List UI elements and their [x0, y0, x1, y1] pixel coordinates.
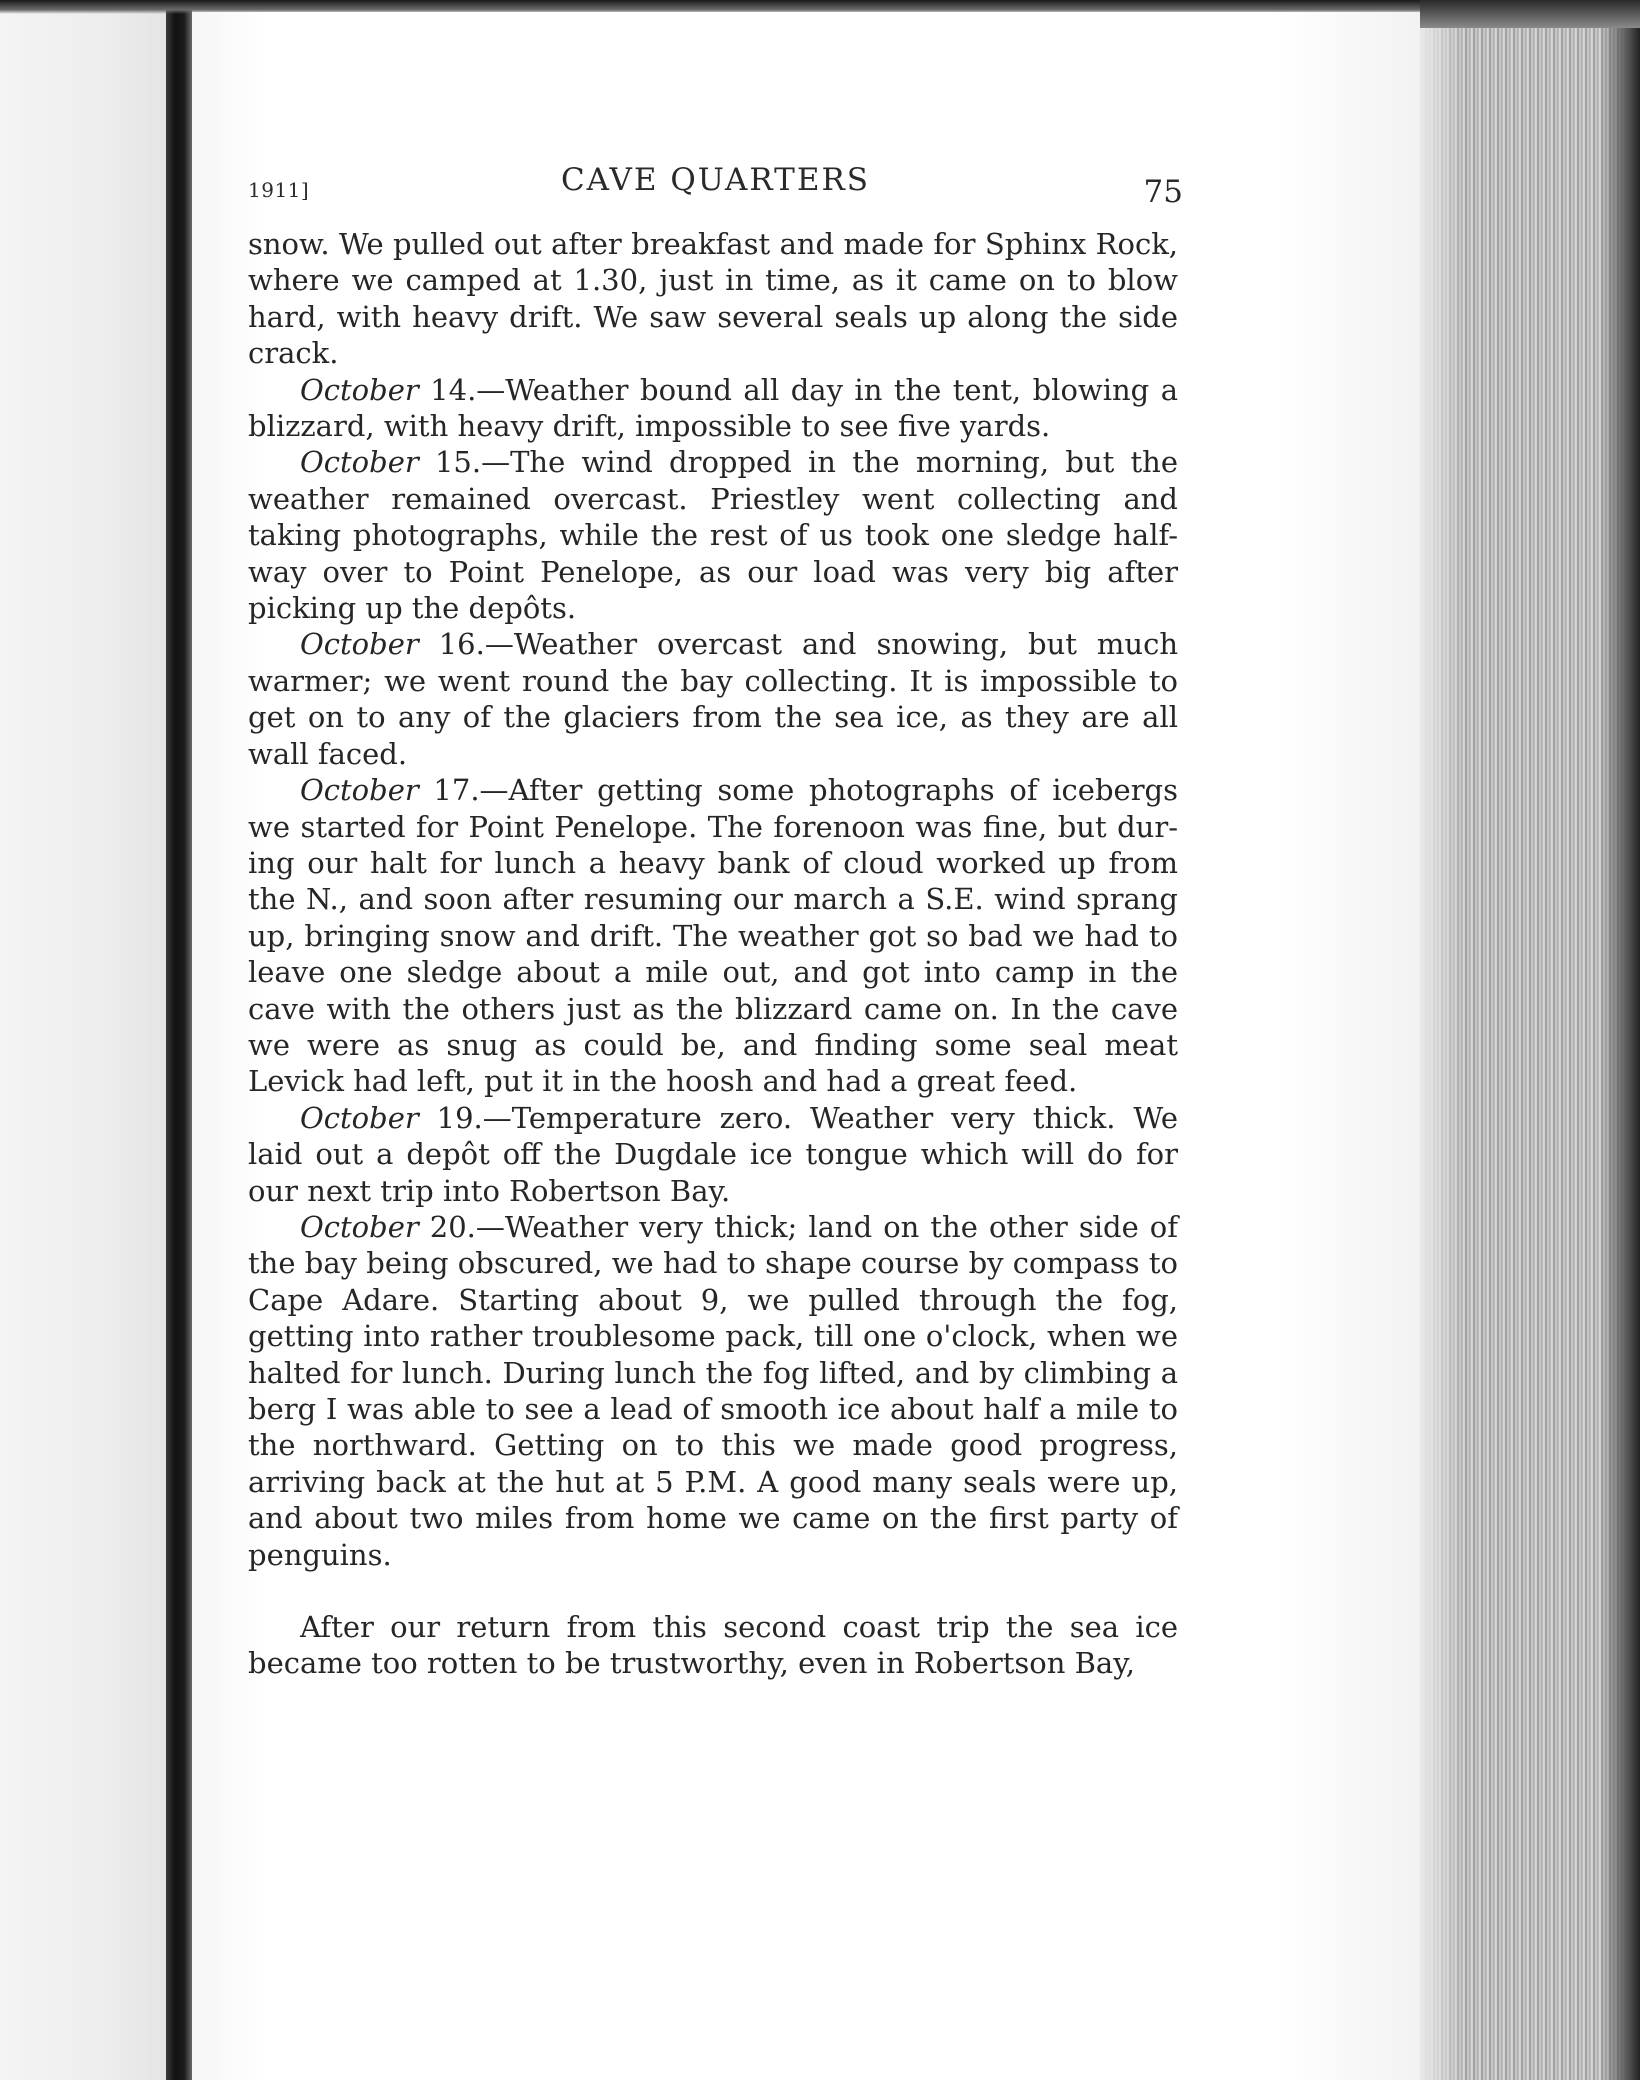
facing-page-edge — [0, 0, 180, 2080]
paragraph — [248, 226, 1178, 372]
entry-text: 15.—The wind dropped in the morning, but the weather remained overcast. Priestley went collecting and taking photographs, while the rest of us took one sledge half-way over to Point Penelope, as our load was very big after picking up the depôts. — [248, 445, 1178, 626]
running-head-year: 1911] — [248, 178, 310, 202]
diary-entry — [248, 1100, 1178, 1209]
running-head — [248, 160, 1183, 210]
book-gutter — [166, 0, 192, 2080]
entry-text: 17.—After getting some photographs of icebergs we started for Point Penelope. The forenoon was fine, but during our halt for lunch a heavy bank of cloud worked up from the N., and soon after resuming our march a S.E. wind sprang up, bringing snow and drift. The weather got so bad we had to leave one sledge about a mile out, and got into camp in the cave with the others just as the blizzard came on. In the cave we were as snug as could be, and finding some seal meat Levick had left, put it in the hoosh and had a great feed. — [248, 773, 1178, 1099]
entry-text: 16.—Weather overcast and snowing, but much warmer; we went round the bay collecting. It is impossible to get on to any of the glaciers from the sea ice, as they are all wall faced. — [248, 627, 1178, 771]
running-head-title: CAVE QUARTERS — [560, 162, 871, 198]
paragraph-text: After our return from this second coast trip the sea ice became too rotten to be trustworthy, even in Robertson Bay, — [248, 1610, 1178, 1681]
entry-date-month: October — [300, 627, 419, 662]
entry-date-month: October — [300, 372, 419, 407]
page-number: 75 — [1143, 174, 1183, 210]
entry-date-month: October — [300, 445, 419, 480]
paragraph — [248, 1609, 1178, 1682]
diary-entry — [248, 1209, 1178, 1573]
entry-date-month: October — [300, 773, 419, 808]
diary-entry — [248, 372, 1178, 445]
page-edges-top-shadow — [1420, 0, 1640, 28]
diary-entry — [248, 444, 1178, 626]
entry-date-month: October — [300, 1209, 419, 1244]
entry-text: 14.—Weather bound all day in the tent, blowing a blizzard, with heavy drift, impossible to see five yards. — [248, 372, 1178, 444]
stacked-page-edges — [1420, 20, 1640, 2080]
entry-text: 20.—Weather very thick; land on the other side of the bay being obscured, we had to shape course by compass to Cape Adare. Starting about 9, we pulled through the fog, getting into rather troublesome pack, till one o'clock, when we halted for lunch. During lunch the fog lifted, and by climbing a berg I was able to see a lead of smooth ice about half a mile to the northward. Getting on to this we made good progress, arriving back at the hut at 5 P.M. A good many seals were up, and about two miles from home we came on the first party of penguins. — [248, 1209, 1178, 1572]
entry-text: 19.—Temperature zero. Weather very thick. We laid out a depôt off the Dugdale ice tongue which will do for our next trip into Robertson Bay. — [248, 1100, 1178, 1208]
diary-entry — [248, 772, 1178, 1100]
paragraph-text: snow. We pulled out after breakfast and made for Sphinx Rock, where we camped at 1.30, just in time, as it came on to blow hard, with heavy drift. We saw several seals up along the side crack. — [248, 227, 1178, 371]
body-text — [248, 226, 1178, 1682]
diary-entry — [248, 626, 1178, 772]
entry-date-month: October — [300, 1100, 419, 1135]
